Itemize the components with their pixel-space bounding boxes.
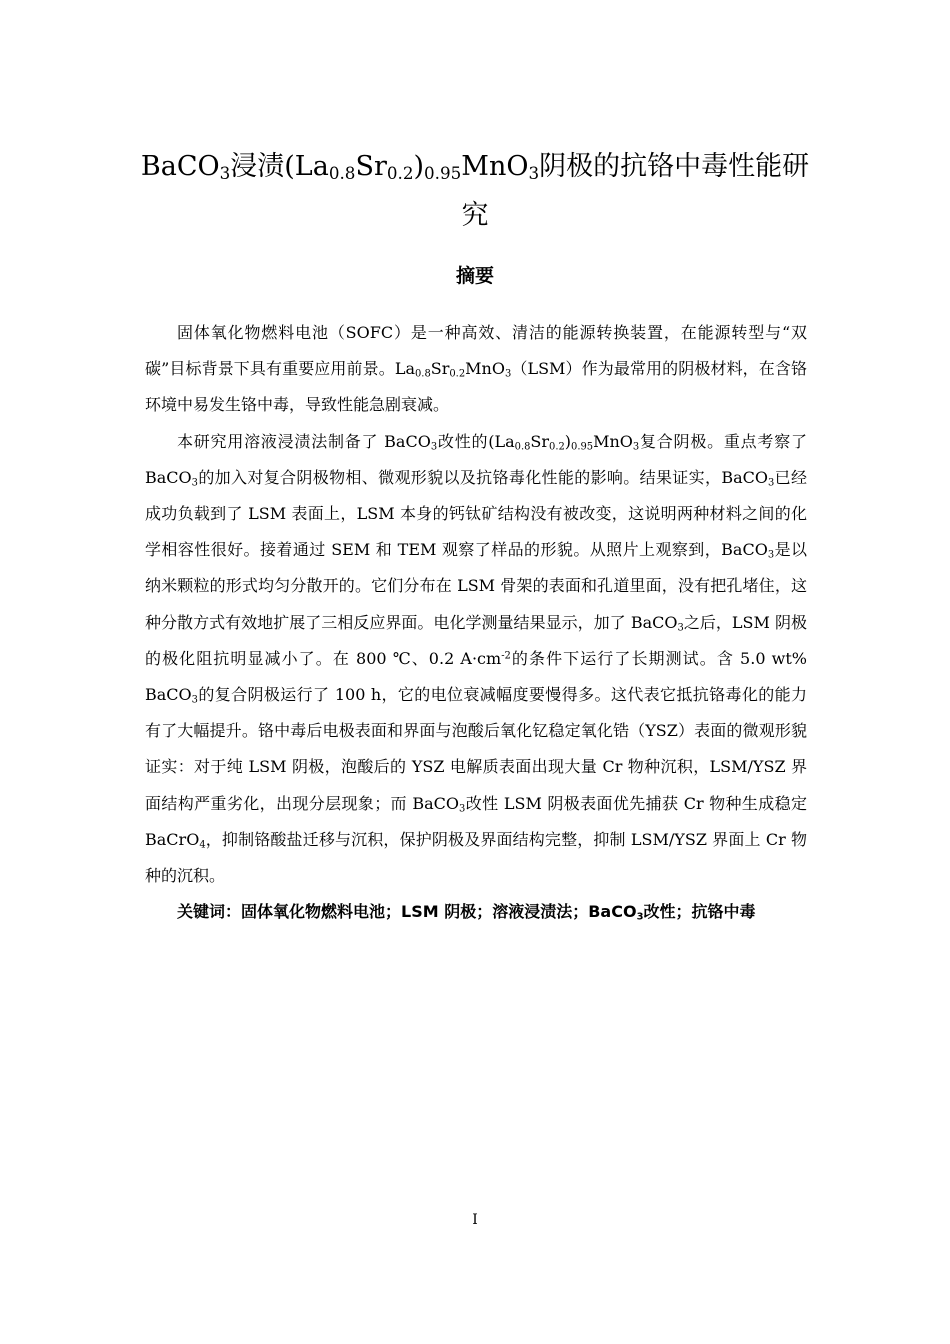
abstract-paragraph-1: 固体氧化物燃料电池（SOFC）是一种高效、清洁的能源转换装置，在能源转型与“双碳”目标背景下具有重要应用前景。$La_{0.8}Sr_{0.2}MnO_3(LSM)$作为最常用的阴极材料，在含铬环境中易发生铬中毒，导致性能急剧衰减。 <box>145 323 807 415</box>
keywords-text: 固体氧化物燃料电池；LSM 阴极；溶液浸渍法；BaCO$_3$改性；抗铬中毒 <box>241 902 756 923</box>
keywords-label: 关键词： <box>177 902 242 922</box>
abstract-body <box>145 315 807 930</box>
page-number: I <box>472 1212 478 1228</box>
abstract-paragraph-2: 本研究用溶液浸渍法制备了 BaCO$_3$改性的$(La_{0.8}Sr_{0.2})_{0.95}MnO_3$复合阴极。重点考察了 BaCO$_3$的加入对复合阴极物相、微观形貌以及抗铬毒化性能的影响。结果证实，BaCO$_3$已经成功负载到了 LSM 表面上，LSM 本身的钙钛矿结构没有被改变，这说明两种材料之间的化学相容性很好。接着通过 SEM 和 TEM 观察了样品的形貌。从照片上观察到，BaCO$_3$是以纳米颗粒的形式均匀分散开的。它们分布在 LSM 骨架的表面和孔道里面，没有把孔堵住，这种分散方式有效地扩展了三相反应界面。电化学测量结果显示，加了 BaCO$_3$之后，LSM 阴极的极化阻抗明显减小了。在 800 ℃、0.2 $A\cdot cm^{-2}$的条件下运行了长期测试。含 5.0 wt% BaCO$_3$的复合阴极运行了 100 h，它的电位衰减幅度要慢得多。这代表它抵抗铬毒化的能力有了大幅提升。铬中毒后电极表面和界面与泡酸后氧化钇稳定氧化锆（YSZ）表面的微观形貌证实：对于纯 LSM 阴极，泡酸后的 YSZ 电解质表面出现大量 Cr 物种沉积，LSM/YSZ 界面结构严重劣化，出现分层现象；而 BaCO$_3$改性 LSM 阴极表面优先捕获 Cr 物种生成稳定 BaCrO$_4$，抑制铬酸盐迁移与沉积，保护阴极及界面结构完整，抑制 LSM/YSZ 界面上 Cr 物种的沉积。 <box>145 431 807 886</box>
document-title: BaCO$_3$浸渍$(La_{0.8}Sr_{0.2})_{0.95}MnO_3$阴极的抗铬中毒性能研究 <box>140 151 810 231</box>
keywords-line <box>145 894 807 930</box>
abstract-heading: 摘要 <box>455 265 494 287</box>
